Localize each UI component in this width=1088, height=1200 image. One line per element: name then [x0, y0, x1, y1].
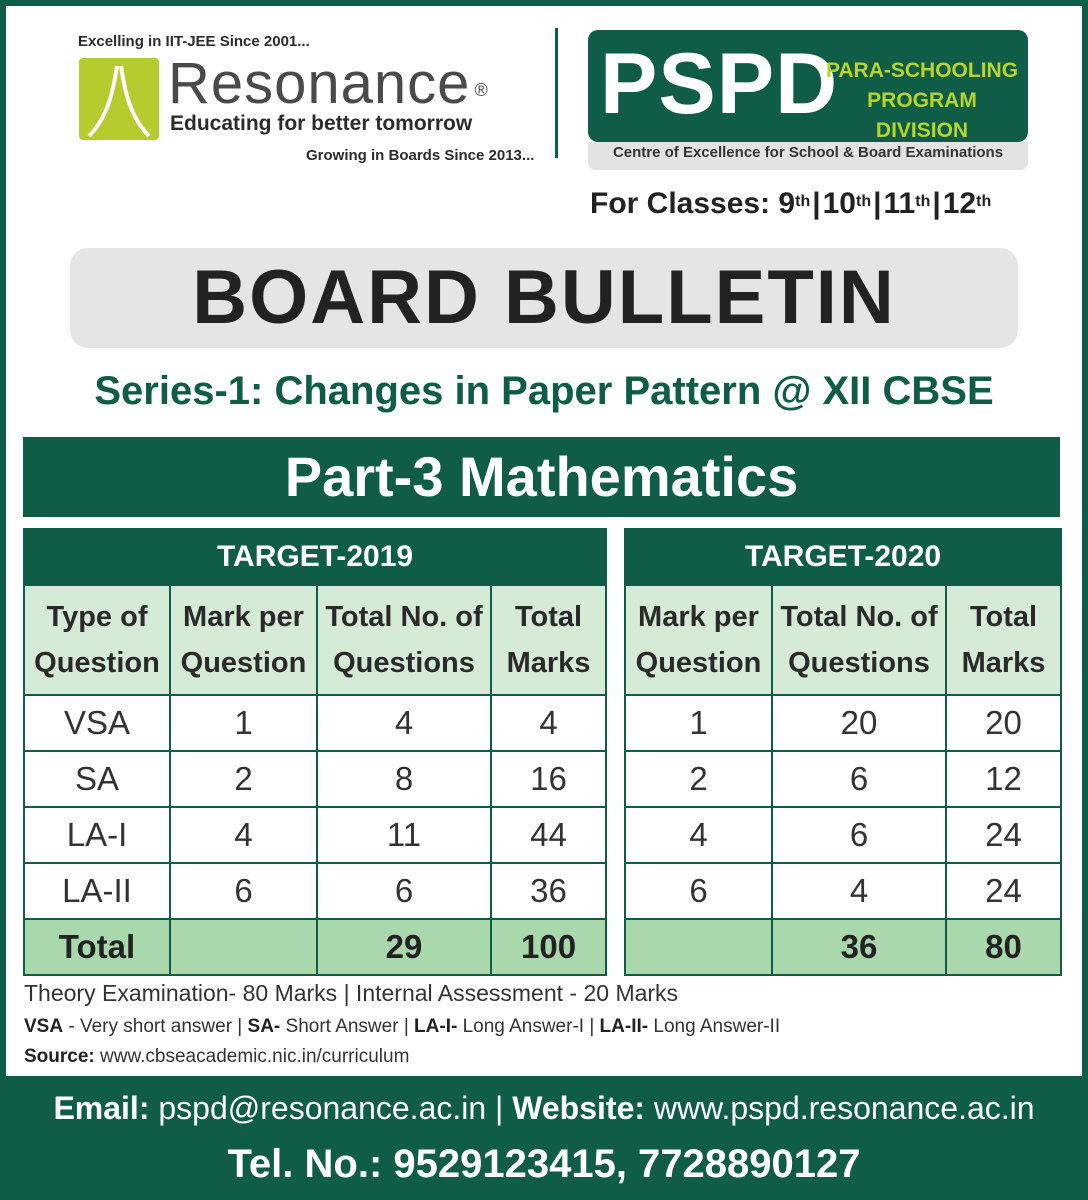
footer-divider: |: [486, 1090, 513, 1126]
class-separator: |: [932, 187, 941, 220]
footer-telephone: Tel. No.: 9529123415, 7728890127: [227, 1142, 861, 1186]
cell-total: 24: [946, 807, 1061, 863]
header-divider: [555, 28, 558, 158]
website-label: Website:: [512, 1090, 646, 1126]
target-2020-banner: TARGET-2020: [625, 529, 1061, 585]
exam-note: Theory Examination- 80 Marks | Internal Assessment - 20 Marks: [24, 980, 679, 1006]
cell-mark: 6: [625, 863, 772, 919]
email-value: pspd@resonance.ac.in: [149, 1090, 487, 1126]
cell-mark: 6: [170, 863, 317, 919]
table-row: [625, 695, 1061, 751]
table-row: [24, 807, 606, 863]
part-title: Part-3 Mathematics: [284, 445, 799, 508]
cell-count: 4: [772, 863, 946, 919]
pspd-title: PSPD: [600, 36, 839, 132]
cell-total: 36: [491, 863, 606, 919]
brand-name: [168, 52, 489, 116]
header-total-questions: Total No. of Questions: [317, 585, 491, 695]
cell-type: VSA: [24, 695, 170, 751]
cell-type: SA: [24, 751, 170, 807]
cell-mark: 4: [170, 807, 317, 863]
header-mark-per-question: Mark per Question: [170, 585, 317, 695]
total-mark: [625, 919, 772, 975]
header-total-marks: Total Marks: [491, 585, 606, 695]
table-row: [24, 751, 606, 807]
table-row: [24, 863, 606, 919]
source-note: [24, 1046, 409, 1068]
target-2020-table: [624, 528, 1062, 976]
total-row: [625, 919, 1061, 975]
email-label: Email:: [53, 1090, 150, 1126]
resonance-arch-icon: [79, 58, 159, 140]
cell-count: 4: [317, 695, 491, 751]
table-row: [625, 751, 1061, 807]
total-count: 29: [317, 919, 491, 975]
cell-count: 8: [317, 751, 491, 807]
website-value: www.pspd.resonance.ac.in: [645, 1090, 1035, 1126]
total-row: [24, 919, 606, 975]
total-mark: [170, 919, 317, 975]
class-separator: |: [812, 187, 821, 220]
source-link: www.cbseacademic.nic.in/curriculum: [94, 1046, 410, 1067]
cell-mark: 2: [625, 751, 772, 807]
header-type-of-question: Type of Question: [24, 585, 170, 695]
cell-type: LA-I: [24, 807, 170, 863]
series-heading: Series-1: Changes in Paper Pattern @ XII CBSE: [94, 369, 994, 413]
cell-total: 12: [946, 751, 1061, 807]
tagline-bottom: Growing in Boards Since 2013...: [306, 147, 535, 164]
cell-total: 44: [491, 807, 606, 863]
brand-slogan: Educating for better tomorrow: [170, 112, 473, 135]
cell-mark: 2: [170, 751, 317, 807]
table-row: [625, 863, 1061, 919]
table-row: [625, 807, 1061, 863]
total-label: Total: [24, 919, 170, 975]
classes-line: [590, 184, 991, 224]
total-marks: 80: [946, 919, 1061, 975]
class-item-10: 10th: [822, 187, 872, 220]
table-row: [24, 695, 606, 751]
cell-count: 6: [772, 751, 946, 807]
classes-label: For Classes:: [590, 187, 771, 220]
cell-type: LA-II: [24, 863, 170, 919]
cell-count: 6: [772, 807, 946, 863]
abbreviation-legend: VSA - Very short answer | SA- Short Answer | LA-I- Long Answer-I | LA-II- Long Answer-II: [24, 1016, 781, 1037]
tagline-top: Excelling in IIT-JEE Since 2001...: [78, 33, 310, 50]
cell-total: 20: [946, 695, 1061, 751]
cell-mark: 4: [625, 807, 772, 863]
pspd-subtitle-line2: PROGRAM DIVISION: [867, 89, 977, 142]
header-mark-per-question: Mark per Question: [625, 585, 772, 695]
footer-contact: [0, 1086, 1088, 1130]
header-total-marks: Total Marks: [946, 585, 1061, 695]
brand-name-text: Resonance: [168, 51, 471, 116]
cell-count: 6: [317, 863, 491, 919]
class-item-12: 12th: [942, 187, 992, 220]
registered-mark: ®: [474, 80, 489, 100]
cell-total: 24: [946, 863, 1061, 919]
class-separator: |: [873, 187, 882, 220]
target-2019-banner: TARGET-2019: [24, 529, 606, 585]
cell-count: 11: [317, 807, 491, 863]
cell-mark: 1: [625, 695, 772, 751]
class-item-9: 9th: [778, 187, 811, 220]
header-total-questions: Total No. of Questions: [772, 585, 946, 695]
cell-mark: 1: [170, 695, 317, 751]
pspd-subtitle: [822, 56, 1022, 146]
cell-total: 16: [491, 751, 606, 807]
cell-total: 4: [491, 695, 606, 751]
cell-count: 20: [772, 695, 946, 751]
bulletin-title: BOARD BULLETIN: [192, 255, 896, 340]
source-label: Source:: [24, 1046, 95, 1067]
pspd-subtitle-line1: PARA-SCHOOLING: [825, 59, 1019, 82]
total-marks: 100: [491, 919, 606, 975]
class-item-11: 11th: [883, 187, 931, 220]
target-2019-table: [23, 528, 607, 976]
total-count: 36: [772, 919, 946, 975]
pspd-caption: Centre of Excellence for School & Board Examinations: [612, 144, 1004, 161]
